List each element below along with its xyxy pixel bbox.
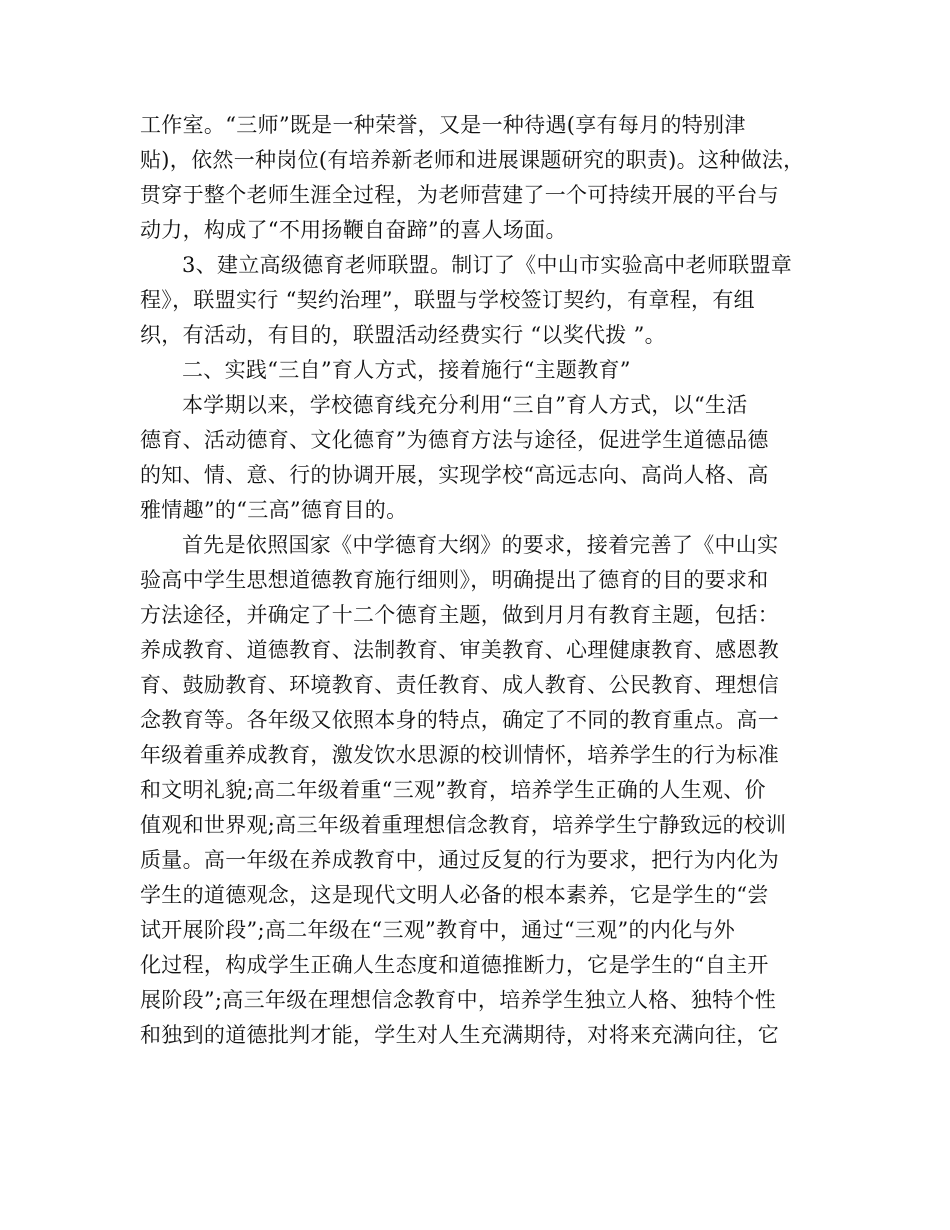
text-line: 质量。高一年级在养成教育中，通过反复的行为要求，把行为内化为: [140, 848, 779, 872]
text-line: 和文明礼貌;高二年级着重“三观”教育，培养学生正确的人生观、价: [140, 778, 766, 802]
text-line: 化过程，构成学生正确人生态度和道德推断力，它是学生的“自主开: [140, 953, 769, 977]
text-line: 的知、情、意、行的协调开展，实现学校“高远志向、高尚人格、高: [140, 463, 769, 487]
text-line: 念教育等。各年级又依照本身的特点，确定了不同的教育重点。高一: [140, 708, 779, 732]
text-line: 值观和世界观;高三年级着重理想信念教育，培养学生宁静致远的校训: [140, 813, 787, 837]
text-line: 年级着重养成教育，激发饮水思源的校训情怀，培养学生的行为标准: [140, 743, 779, 767]
body-text: [140, 108, 810, 1053]
text-line: 育、鼓励教育、环境教育、责任教育、成人教育、公民教育、理想信: [140, 673, 779, 697]
text-line: 试开展阶段”;高二年级在“三观”教育中，通过“三观”的内化与外: [140, 918, 736, 942]
text-line: 雅情趣”的“三高”德育目的。: [140, 498, 408, 522]
text-line: 展阶段”;高三年级在理想信念教育中，培养学生独立人格、独特个性: [140, 988, 777, 1012]
text-line: 程》，联盟实行 “契约治理”，联盟与学校签订契约，有章程，有组: [140, 288, 755, 312]
text-line: 3、建立高级德育老师联盟。制订了《中山市实验高中老师联盟章: [182, 253, 793, 277]
text-line: 方法途径，并确定了十二个德育主题，做到月月有教育主题，包括：: [140, 603, 779, 627]
text-line: 本学期以来，学校德育线充分利用“三自”育人方式，以“生活: [182, 393, 748, 417]
text-line: 二、实践“三自”育人方式，接着施行“主题教育”: [182, 358, 631, 382]
text-line: 贯穿于整个老师生涯全过程，为老师营建了一个可持续开展的平台与: [140, 183, 779, 207]
text-line: 验高中学生思想道德教育施行细则》，明确提出了德育的目的要求和: [140, 568, 769, 592]
text-line: 养成教育、道德教育、法制教育、审美教育、心理健康教育、感恩教: [140, 638, 779, 662]
text-line: 工作室。“三师”既是一种荣誉，又是一种待遇(享有每月的特别津: [140, 113, 746, 137]
text-line: 学生的道德观念，这是现代文明人必备的根本素养，它是学生的“尝: [140, 883, 769, 907]
text-line: 德育、活动德育、文化德育”为德育方法与途径，促进学生道德品德: [140, 428, 769, 452]
text-line: 首先是依照国家《中学德育大纲》的要求，接着完善了《中山实: [182, 533, 779, 557]
text-line: 贴)，依然一种岗位(有培养新老师和进展课题研究的职责)。这种做法，: [140, 148, 805, 172]
text-line: 和独到的道德批判才能，学生对人生充满期待，对将来充满向往，它: [140, 1023, 779, 1047]
text-line: 织，有活动，有目的，联盟活动经费实行 “以奖代拨 ”。: [140, 323, 666, 347]
text-line: 动力，构成了“不用扬鞭自奋蹄”的喜人场面。: [140, 218, 567, 242]
